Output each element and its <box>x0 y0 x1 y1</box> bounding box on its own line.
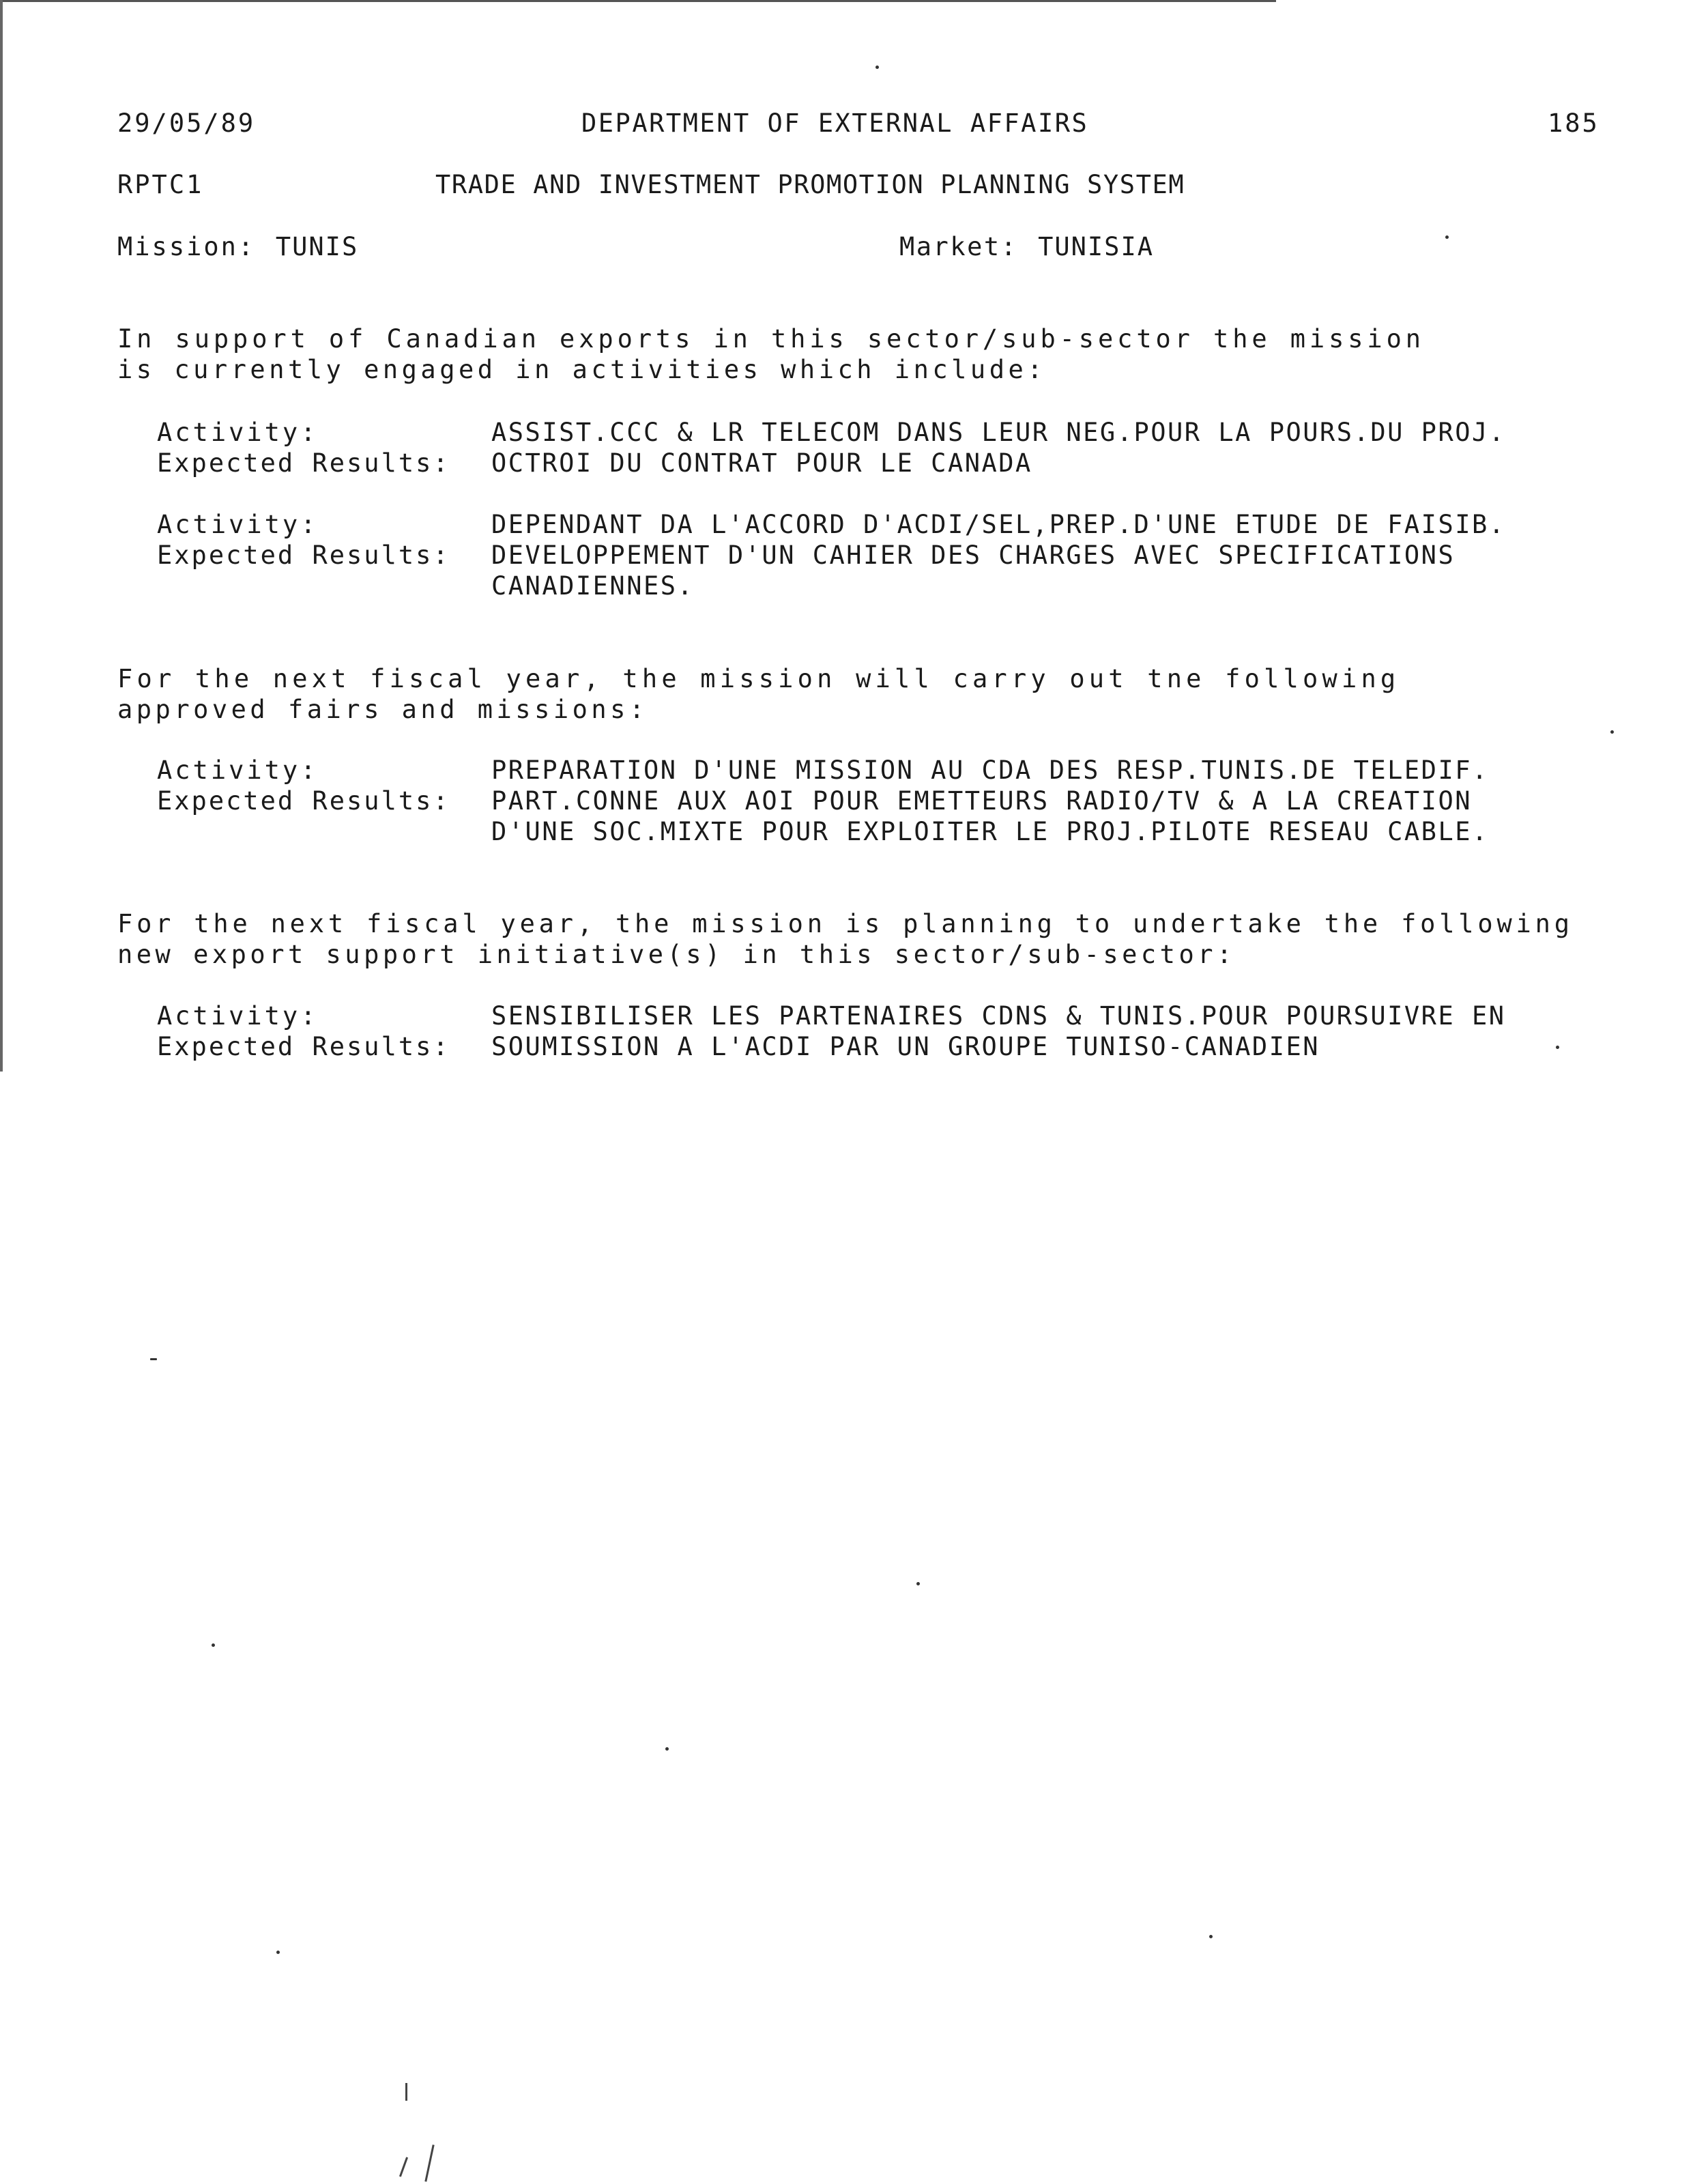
scan-speck <box>212 1643 215 1647</box>
expected-results-text: DEVELOPPEMENT D'UN CAHIER DES CHARGES AVEC SPECIFICATIONS <box>491 541 1456 570</box>
scan-speck <box>916 1582 920 1585</box>
scan-top-edge <box>0 0 1276 2</box>
activity-text: DEPENDANT DA L'ACCORD D'ACDI/SEL,PREP.D'UNE ETUDE DE FAISIB. <box>491 510 1506 539</box>
scan-speck <box>276 1951 280 1954</box>
expected-results-label: Expected Results: <box>157 448 450 478</box>
section-intro-line: For the next fiscal year, the mission will carry out tne following <box>117 664 1400 693</box>
scan-speck <box>150 1358 157 1360</box>
activity-text: ASSIST.CCC & LR TELECOM DANS LEUR NEG.POUR LA POURS.DU PROJ. <box>491 418 1506 447</box>
scan-stroke <box>405 2083 407 2101</box>
scan-speck <box>1209 1935 1213 1938</box>
market-field <box>899 234 1154 259</box>
market-label: Market: <box>899 232 1018 261</box>
activity-label: Activity: <box>157 1001 319 1031</box>
activity-label: Activity: <box>157 418 319 447</box>
report-code: RPTC1 <box>117 170 204 199</box>
scan-speck <box>1610 730 1614 734</box>
scan-speck <box>1445 235 1449 239</box>
scan-left-edge <box>0 0 3 1072</box>
scan-speck <box>665 1747 669 1751</box>
section-intro-line: For the next fiscal year, the mission is planning to undertake the following <box>117 909 1574 938</box>
expected-results-text: D'UNE SOC.MIXTE POUR EXPLOITER LE PROJ.PILOTE RESEAU CABLE. <box>491 817 1489 846</box>
mission-field <box>117 234 358 259</box>
activity-label: Activity: <box>157 510 319 539</box>
department-title: DEPARTMENT OF EXTERNAL AFFAIRS <box>581 109 1089 138</box>
activity-text: SENSIBILISER LES PARTENAIRES CDNS & TUNIS.POUR POURSUIVRE EN <box>491 1001 1506 1031</box>
expected-results-label: Expected Results: <box>157 541 450 570</box>
mission-label: Mission: <box>117 232 256 261</box>
scan-speck <box>875 66 879 69</box>
section-intro-line: new export support initiative(s) in this sector/sub-sector: <box>117 940 1236 969</box>
expected-results-text: CANADIENNES. <box>491 571 695 601</box>
expected-results-label: Expected Results: <box>157 1032 450 1061</box>
section-intro-line: approved fairs and missions: <box>117 695 648 724</box>
scan-stroke <box>424 2144 434 2181</box>
scan-speck <box>1556 1046 1559 1049</box>
expected-results-text: PART.CONNE AUX AOI POUR EMETTEURS RADIO/TV & A LA CREATION <box>491 786 1473 816</box>
report-date: 29/05/89 <box>117 109 256 138</box>
section-intro-line: is currently engaged in activities which include: <box>117 355 1047 384</box>
system-title: TRADE AND INVESTMENT PROMOTION PLANNING SYSTEM <box>435 170 1185 199</box>
section-intro-line: In support of Canadian exports in this sector/sub-sector the mission <box>117 324 1425 354</box>
expected-results-text: OCTROI DU CONTRAT POUR LE CANADA <box>491 448 1032 478</box>
activity-label: Activity: <box>157 756 319 785</box>
expected-results-label: Expected Results: <box>157 786 450 816</box>
expected-results-text: SOUMISSION A L'ACDI PAR UN GROUPE TUNISO-CANADIEN <box>491 1032 1320 1061</box>
mission-value: TUNIS <box>275 232 359 261</box>
activity-text: PREPARATION D'UNE MISSION AU CDA DES RESP.TUNIS.DE TELEDIF. <box>491 756 1489 785</box>
page-number: 185 <box>1548 109 1600 138</box>
scan-stroke <box>399 2157 408 2176</box>
market-value: TUNISIA <box>1038 232 1155 261</box>
